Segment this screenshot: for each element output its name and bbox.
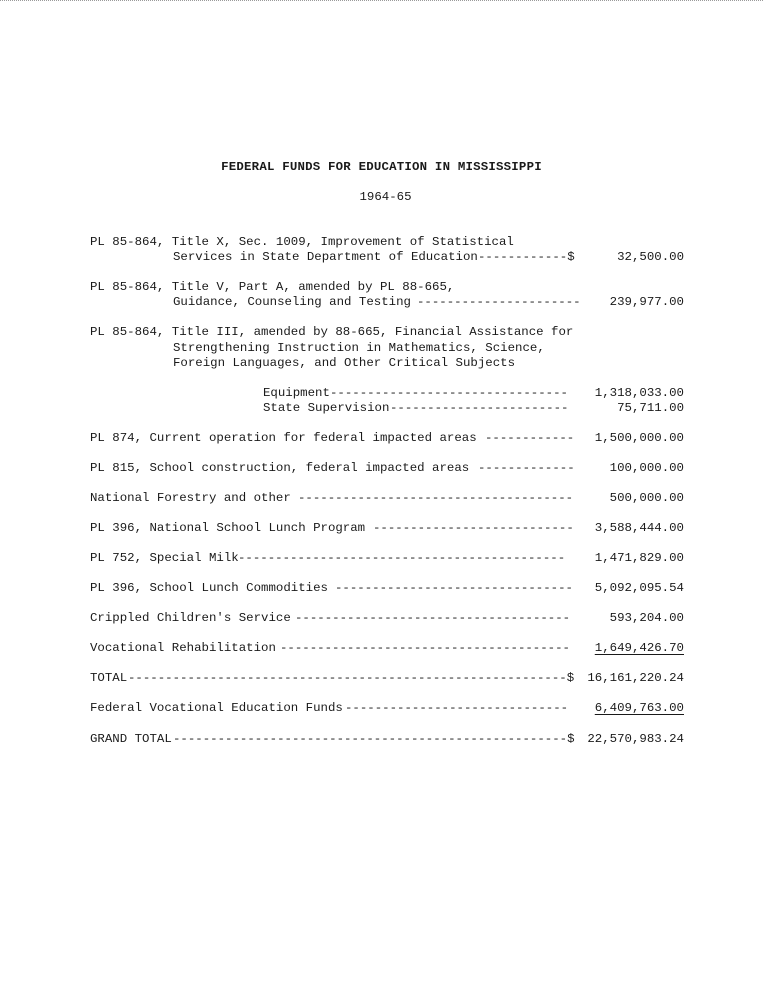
entry-amount: 1,649,426.70	[594, 641, 684, 655]
entry-label: National Forestry and other	[90, 491, 291, 505]
entry-leader: --------------------------------------------	[238, 551, 566, 565]
entry-amount: 593,204.00	[609, 611, 684, 625]
entry-amount: 6,409,763.00	[594, 701, 684, 715]
entry-label: Federal Vocational Education Funds	[90, 701, 343, 715]
entry-amount: 75,711.00	[617, 401, 684, 415]
entry-label: PL 85-864, Title X, Sec. 1009, Improvement of Statistical	[90, 235, 514, 249]
entry-amount: 1,471,829.00	[594, 551, 684, 565]
entry-leader: -----------------------------------------------------------$	[128, 671, 575, 685]
entry-amount: 32,500.00	[617, 250, 684, 264]
entry-amount: 5,092,095.54	[594, 581, 684, 595]
total-amount: 16,161,220.24	[587, 671, 684, 685]
entry-label: PL 85-864, Title V, Part A, amended by PL 88-665,	[90, 280, 455, 294]
entry-amount: 1,500,000.00	[594, 431, 684, 445]
entry-amount: 500,000.00	[609, 491, 684, 505]
entry-leader: ------------	[485, 431, 575, 445]
entry-leader: -----------------------------------------------------$	[173, 732, 575, 746]
entry-leader: ------------$	[478, 250, 575, 264]
grand-total-amount: 22,570,983.24	[587, 732, 684, 746]
entry-leader: --------------------------------	[335, 581, 573, 595]
entry-leader: -------------	[478, 461, 575, 475]
entry-leader: ---------------------------	[373, 521, 574, 535]
entry-label-continued: Services in State Department of Education	[173, 250, 478, 264]
entry-amount: 100,000.00	[609, 461, 684, 475]
scan-edge-border	[0, 0, 763, 5]
entry-leader: ------------------------------	[345, 701, 569, 715]
entry-label: State Supervision	[263, 401, 390, 415]
entry-label-continued: Strengthening Instruction in Mathematics, Science,	[173, 341, 545, 355]
entry-amount: 3,588,444.00	[594, 521, 684, 535]
entry-label: PL 85-864, Title III, amended by 88-665, Financial Assistance for	[90, 325, 574, 339]
entry-leader: -------------------------------------	[295, 611, 571, 625]
document-title: FEDERAL FUNDS FOR EDUCATION IN MISSISSIPPI	[221, 160, 542, 174]
entry-label: PL 752, Special Milk	[90, 551, 239, 565]
entry-amount: 239,977.00	[609, 295, 684, 309]
total-label: TOTAL	[90, 671, 128, 685]
entry-label: PL 815, School construction, federal impacted areas	[90, 461, 470, 475]
entry-leader: -------------------------------------	[298, 491, 574, 505]
entry-leader: --------------------------------	[330, 386, 568, 400]
entry-label: PL 874, Current operation for federal impacted areas	[90, 431, 477, 445]
entry-leader: ---------------------------------------	[280, 641, 570, 655]
entry-label-continued: Foreign Languages, and Other Critical Subjects	[173, 356, 516, 370]
document-year: 1964-65	[359, 190, 412, 204]
entry-amount: 1,318,033.00	[594, 386, 684, 400]
entry-leader: ----------------------	[417, 295, 581, 309]
entry-label-continued: Guidance, Counseling and Testing	[173, 295, 411, 309]
entry-label: Vocational Rehabilitation	[90, 641, 276, 655]
entry-label: Crippled Children's Service	[90, 611, 291, 625]
grand-total-label: GRAND TOTAL	[90, 732, 172, 746]
entry-leader: ------------------------	[390, 401, 569, 415]
entry-label: Equipment	[263, 386, 330, 400]
entry-label: PL 396, School Lunch Commodities	[90, 581, 328, 595]
entry-label: PL 396, National School Lunch Program	[90, 521, 366, 535]
